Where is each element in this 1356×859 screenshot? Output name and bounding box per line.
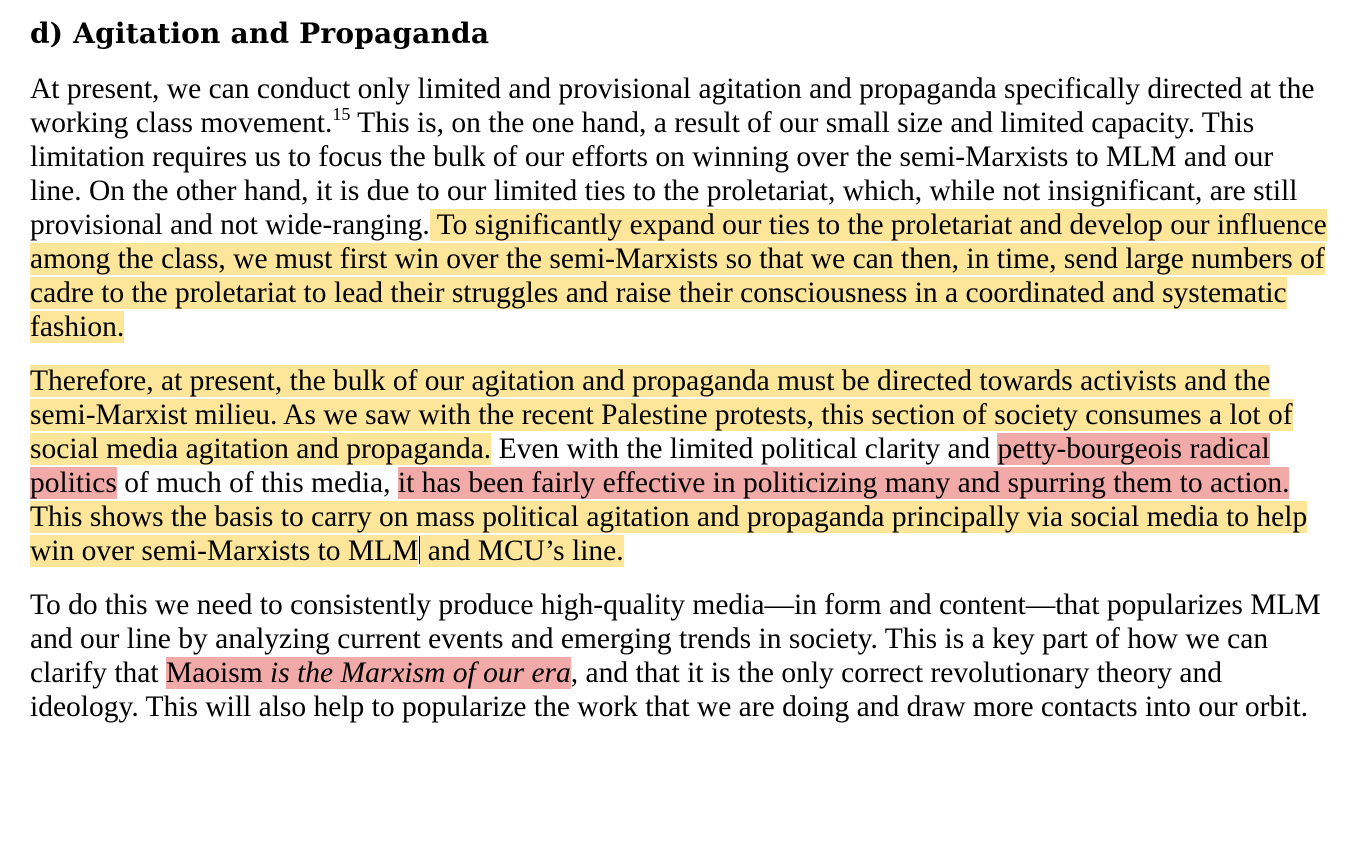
section-heading: d) Agitation and Propaganda — [30, 17, 490, 50]
paragraph-1-text: At present, we can conduct only limited and provisional agitation and propaganda specifically directed at the working class movement. — [30, 73, 1315, 139]
footnote-marker[interactable]: 15 — [332, 104, 351, 124]
paragraph-3[interactable] — [30, 588, 1330, 724]
paragraph-2-text: of much of this media, — [116, 467, 398, 499]
yellow-highlight: and MCU’s line. — [420, 535, 624, 567]
red-highlight: it has been fairly effective in politicizing many and spurring them to action. — [397, 467, 1290, 499]
document-page — [30, 16, 1330, 744]
paragraph-3-text: , and that it is the only correct revolutionary theory and ideology. This will also help to popularize the work that we are doing and draw more contacts into our orbit. — [30, 657, 1309, 723]
paragraph-3-text: To do this we need to consistently produce high-quality media—in form and content—that popularizes MLM and our line by analyzing current events and emerging trends in society. This is a key part of how we can clarify that — [30, 589, 1321, 689]
yellow-highlight: Therefore, at present, the bulk of our agitation and propaganda must be directed towards activists and the semi-Marxist milieu. As we saw with the recent Palestine protests, this section of society consumes a lot of social media agitation and propaganda. — [30, 365, 1293, 465]
paragraph-2[interactable] — [30, 364, 1330, 568]
paragraph-2-text: Even with the limited political clarity and — [491, 433, 998, 465]
red-highlight-text: Maoism — [165, 657, 271, 689]
yellow-highlight: To significantly expand our ties to the proletariat and develop our influence among the class, we must first win over the semi-Marxists so that we can then, in time, send large numbers of cadre to the proletariat to lead their struggles and raise their consciousness in a coordinated and systematic fashion. — [30, 209, 1327, 343]
red-highlight-italic-text: is the Marxism of our era — [270, 657, 571, 689]
paragraph-1-text-continued: This is, on the one hand, a result of our small size and limited capacity. This limitation requires us to focus the bulk of our efforts on winning over the semi-Marxists to MLM and our line. On the other hand, it is due to our limited ties to the proletariat, which, while not insignificant, are still provisional and not wide-ranging. — [30, 107, 1298, 241]
yellow-highlight: This shows the basis to carry on mass political agitation and propaganda principally via social media to help win over semi-Marxists to MLM — [30, 501, 1308, 567]
paragraph-1[interactable] — [30, 72, 1330, 344]
red-highlight: petty-bourgeois radical politics — [30, 433, 1270, 499]
red-highlight — [166, 657, 571, 689]
